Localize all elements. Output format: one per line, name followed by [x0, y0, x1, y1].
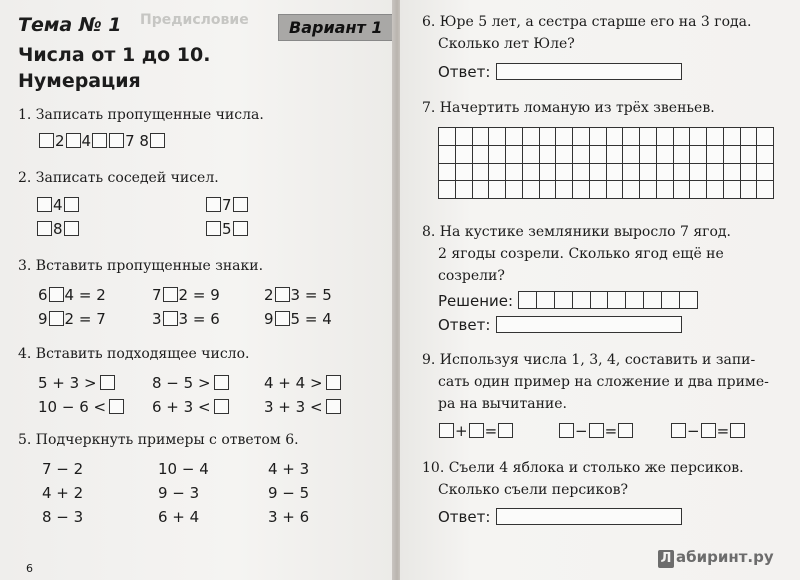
task-1-sequence: 2 4 7 8 [38, 132, 166, 150]
task-9-addition: + = [438, 422, 514, 440]
task-8-line3: созрели? [438, 268, 505, 284]
sign-box[interactable] [49, 311, 64, 326]
task-5-example[interactable]: 9 − 3 [158, 484, 200, 502]
answer-box[interactable] [671, 423, 686, 438]
task-5-text: 5. Подчеркнуть примеры с ответом 6. [18, 432, 299, 448]
task-2-row: 7 [205, 196, 249, 214]
answer-box[interactable] [206, 197, 221, 212]
task-5-example[interactable]: 6 + 4 [158, 508, 200, 526]
task-2-text: 2. Записать соседей чисел. [18, 170, 219, 186]
left-page [0, 0, 394, 580]
answer-label: Ответ: [438, 316, 491, 334]
task-4-item: 4 + 4 > [264, 374, 342, 392]
task-9-subtraction: − = [558, 422, 634, 440]
answer-box[interactable] [559, 423, 574, 438]
sign-box[interactable] [275, 287, 290, 302]
task-8-line1: 8. На кустике земляники выросло 7 ягод. [422, 224, 731, 240]
task-5-example[interactable]: 10 − 4 [158, 460, 209, 478]
task-9-line1: 9. Используя числа 1, 3, 4, составить и запи- [422, 352, 756, 368]
task-3-item: 2 3 = 5 [264, 286, 332, 304]
task-4-item: 3 + 3 < [264, 398, 342, 416]
answer-box[interactable] [469, 423, 484, 438]
task-9-line3: ра на вычитание. [438, 396, 567, 412]
answer-box[interactable] [214, 375, 229, 390]
answer-box[interactable] [92, 133, 107, 148]
variant-badge: Вариант 1 [278, 14, 393, 41]
ghost-header: Предисловие [140, 12, 249, 28]
answer-box[interactable] [326, 399, 341, 414]
task-8-answer-field[interactable] [496, 316, 682, 333]
answer-box[interactable] [701, 423, 716, 438]
solution-label: Решение: [438, 292, 514, 310]
task-5-example[interactable]: 4 + 2 [42, 484, 84, 502]
task-2-row: 4 [36, 196, 80, 214]
answer-box[interactable] [233, 197, 248, 212]
page-title: Числа от 1 до 10. [18, 44, 211, 66]
task-9-subtraction: − = [670, 422, 746, 440]
task-2-row: 8 [36, 220, 80, 238]
sign-box[interactable] [275, 311, 290, 326]
task-3-text: 3. Вставить пропущенные знаки. [18, 258, 264, 274]
task-4-text: 4. Вставить подходящее число. [18, 346, 250, 362]
task-5-example[interactable]: 9 − 5 [268, 484, 310, 502]
sign-box[interactable] [49, 287, 64, 302]
task-8-solution-cells[interactable] [518, 291, 698, 309]
answer-box[interactable] [498, 423, 513, 438]
answer-box[interactable] [233, 221, 248, 236]
answer-box[interactable] [37, 197, 52, 212]
task-6-answer-field[interactable] [496, 63, 682, 80]
task-10-line2: Сколько съели персиков? [438, 482, 629, 498]
answer-box[interactable] [64, 197, 79, 212]
task-5-example[interactable]: 3 + 6 [268, 508, 310, 526]
answer-box[interactable] [39, 133, 54, 148]
answer-box[interactable] [150, 133, 165, 148]
page-subtitle: Нумерация [18, 70, 141, 92]
answer-box[interactable] [109, 399, 124, 414]
task-6-line2: Сколько лет Юле? [438, 36, 575, 52]
drawing-grid[interactable] [438, 127, 774, 199]
answer-box[interactable] [109, 133, 124, 148]
task-9-line2: сать один пример на сложение и два приме- [438, 374, 769, 390]
task-4-item: 5 + 3 > [38, 374, 116, 392]
answer-box[interactable] [618, 423, 633, 438]
task-4-item: 10 − 6 < [38, 398, 125, 416]
task-5-example[interactable]: 4 + 3 [268, 460, 310, 478]
task-3-item: 9 5 = 4 [264, 310, 332, 328]
answer-label: Ответ: [438, 508, 491, 526]
sign-box[interactable] [163, 287, 178, 302]
task-4-item: 8 − 5 > [152, 374, 230, 392]
answer-box[interactable] [439, 423, 454, 438]
answer-box[interactable] [214, 399, 229, 414]
task-2-row: 5 [205, 220, 249, 238]
answer-label: Ответ: [438, 63, 491, 81]
task-7-text: 7. Начертить ломаную из трёх звеньев. [422, 100, 715, 116]
answer-box[interactable] [206, 221, 221, 236]
task-1-text: 1. Записать пропущенные числа. [18, 107, 264, 123]
right-page [400, 0, 800, 580]
task-3-item: 3 3 = 6 [152, 310, 220, 328]
task-3-item: 6 4 = 2 [38, 286, 106, 304]
topic-label: Тема № 1 [18, 14, 122, 36]
task-5-example[interactable]: 8 − 3 [42, 508, 84, 526]
answer-box[interactable] [64, 221, 79, 236]
task-3-item: 9 2 = 7 [38, 310, 106, 328]
task-10-line1: 10. Съели 4 яблока и столько же персиков. [422, 460, 744, 476]
answer-box[interactable] [326, 375, 341, 390]
sign-box[interactable] [163, 311, 178, 326]
task-5-example[interactable]: 7 − 2 [42, 460, 84, 478]
page-number: 6 [26, 562, 33, 575]
task-10-answer-field[interactable] [496, 508, 682, 525]
answer-box[interactable] [730, 423, 745, 438]
task-4-item: 6 + 3 < [152, 398, 230, 416]
answer-box[interactable] [100, 375, 115, 390]
answer-box[interactable] [66, 133, 81, 148]
answer-box[interactable] [589, 423, 604, 438]
answer-box[interactable] [37, 221, 52, 236]
task-8-line2: 2 ягоды созрели. Сколько ягод ещё не [438, 246, 724, 262]
task-6-line1: 6. Юре 5 лет, а сестра старше его на 3 года. [422, 14, 752, 30]
task-3-item: 7 2 = 9 [152, 286, 220, 304]
labirint-logo: Л абиринт.ру [658, 548, 774, 568]
